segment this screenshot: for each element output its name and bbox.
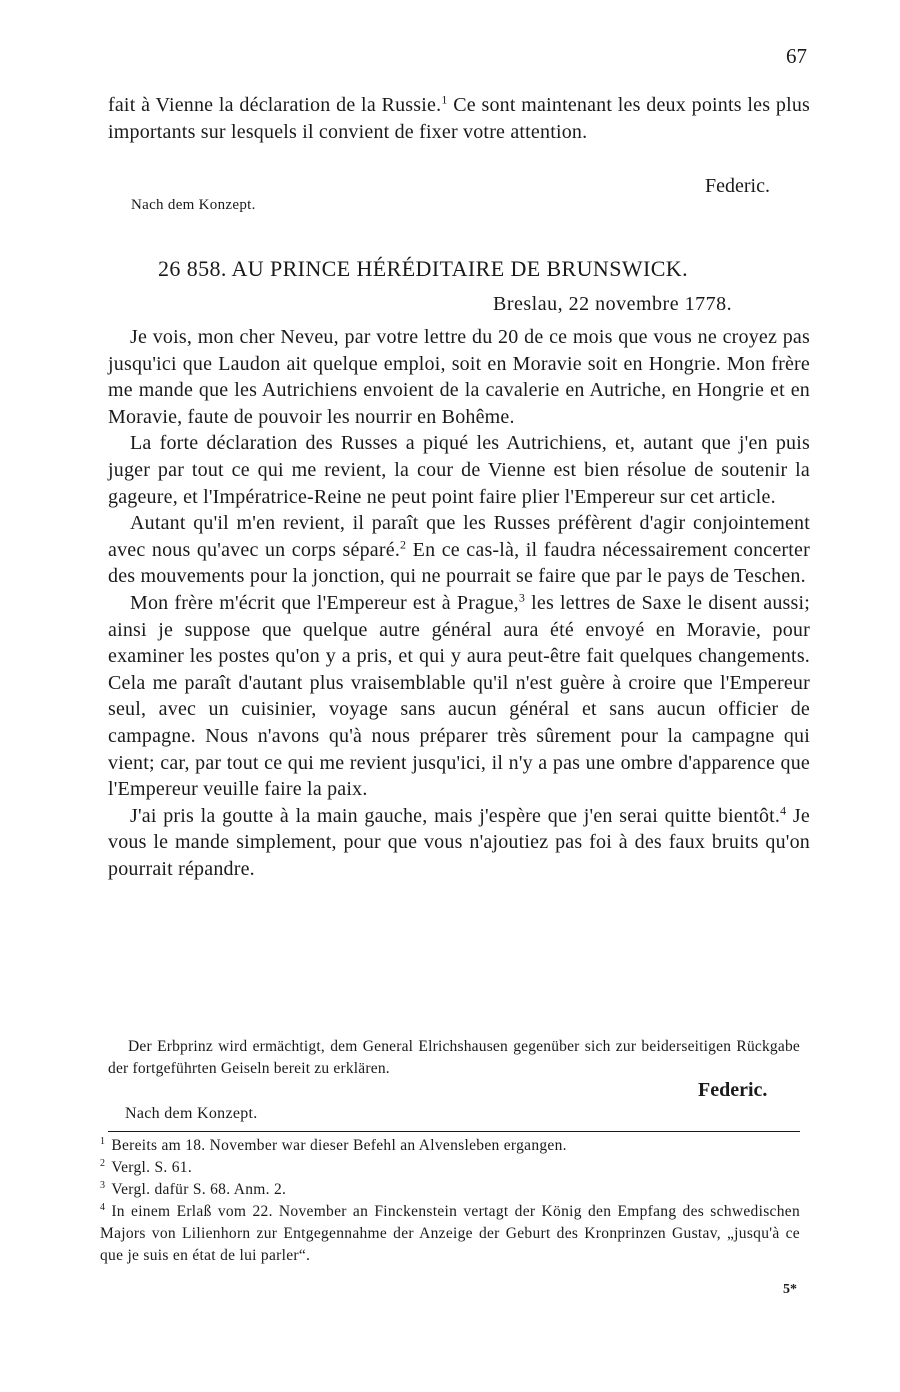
signature-mark: 5* (783, 1282, 797, 1297)
paragraph-text: Autant qu'il m'en revient, il paraît que les Russes préfèrent d'agir conjointement avec nous qu'avec un corps séparé. (108, 512, 810, 561)
signature: Federic. (705, 175, 770, 197)
paragraph-text: Mon frère m'écrit que l'Empereur est à Prague, (130, 591, 519, 614)
footnote-ref: 1 (441, 92, 448, 107)
paragraph-text: les lettres de Saxe le disent aussi; ainsi je suppose que quelque autre général aura été envoyé en Moravie, pour examiner les postes qu'on y a pris, et qui y aura peut-être fait quelques changements. Cela me paraît d'autant plus vraisemblable qu'il n'est guère à croire que l'Empereur seul, avec un cuisinier, voyage sans aucun général et sans aucun officier de campagne. Nous n'avons qu'à nous préparer très sûrement pour la campagne qui vient; car, par tout ce qui me revient jusqu'ici, il n'y a pas une ombre d'apparence que l'Empereur veuille faire la paix. (108, 591, 810, 801)
source-note: Nach dem Konzept. (125, 1105, 258, 1122)
paragraph-text: En ce cas-là, il faudra nécessairement concerter des mouvements pour la jonction, qui ne pourrait se faire que par le pays de Teschen. (108, 538, 810, 588)
footnote-text: In einem Erlaß vom 22. November an Finckenstein vertagt der König den Empfang des schwedischen Majors von Lilienhorn zur Entgegennahme der Anzeige der Geburt des Kronprinzen Gustav, „jusqu'à ce que je suis en état de lui parler“. (100, 1203, 800, 1264)
letter-body (108, 324, 810, 882)
continued-text-end: Ce sont maintenant les deux points les plus importants sur lesquels il convient de fixer votre attention. (108, 94, 811, 143)
editor-note (108, 1036, 800, 1080)
footnote (100, 1157, 800, 1179)
footnote-text: Vergl. S. 61. (111, 1159, 193, 1176)
footnote (100, 1135, 800, 1157)
letter-paragraph: Je vois, mon cher Neveu, par votre lettre du 20 de ce mois que vous ne croyez pas jusqu'ici que Laudon ait quelque emploi, soit en Moravie soit en Hongrie. Mon frère me mande que les Autrichiens envoient de la cavalerie en Autriche, en Hongrie et en Moravie, faute de pouvoir les nourrir en Bohême. (108, 326, 810, 428)
letter-dateline: Breslau, 22 novembre 1778. (493, 293, 733, 315)
signature: Federic. (698, 1079, 768, 1101)
continued-paragraph (108, 92, 810, 145)
paragraph-text: J'ai pris la goutte à la main gauche, mais j'espère que j'en serai quitte bientôt. (130, 804, 781, 827)
source-note: Nach dem Konzept. (131, 197, 256, 213)
continued-text-start: fait à Vienne la déclaration de la Russie. (108, 94, 442, 116)
footnote-text: Vergl. dafür S. 68. Anm. 2. (111, 1181, 287, 1198)
letter-heading: 26 858. AU PRINCE HÉRÉDITAIRE DE BRUNSWICK. (158, 256, 688, 281)
editor-note-text: Der Erbprinz wird ermächtigt, dem General Elrichshausen gegenüber sich zur beiderseitigen Rückgabe der fortgeführten Geiseln bereit zu erklären. (108, 1038, 800, 1077)
footnote-ref: 2 (400, 537, 407, 552)
footnote-divider (108, 1131, 800, 1132)
footnotes (100, 1135, 800, 1267)
footnote-mark: 4 (100, 1201, 106, 1213)
footnote-mark: 2 (100, 1157, 106, 1169)
page-number: 67 (786, 44, 807, 68)
letter-paragraph (108, 510, 810, 590)
paragraph-text: Je vous le mande simplement, pour que vous n'ajoutiez pas foi à des faux bruits qu'on pourrait répandre. (108, 804, 810, 880)
footnote-mark: 1 (100, 1135, 106, 1147)
letter-paragraph: La forte déclaration des Russes a piqué les Autrichiens, et, autant que j'en puis juger par tout ce qui me revient, la cour de Vienne est bien résolue de soutenir la gageure, et l'Impératrice-Reine ne peut point faire plier l'Empereur sur cet article. (108, 432, 810, 508)
letter-paragraph (108, 590, 810, 803)
footnote (100, 1179, 800, 1201)
footnote-ref: 3 (518, 590, 526, 605)
footnote-mark: 3 (100, 1179, 106, 1191)
footnote-text: Bereits am 18. November war dieser Befehl an Alvensleben ergangen. (111, 1137, 567, 1154)
letter-paragraph (108, 803, 810, 883)
footnote-ref: 4 (780, 803, 787, 818)
footnote (100, 1201, 800, 1267)
